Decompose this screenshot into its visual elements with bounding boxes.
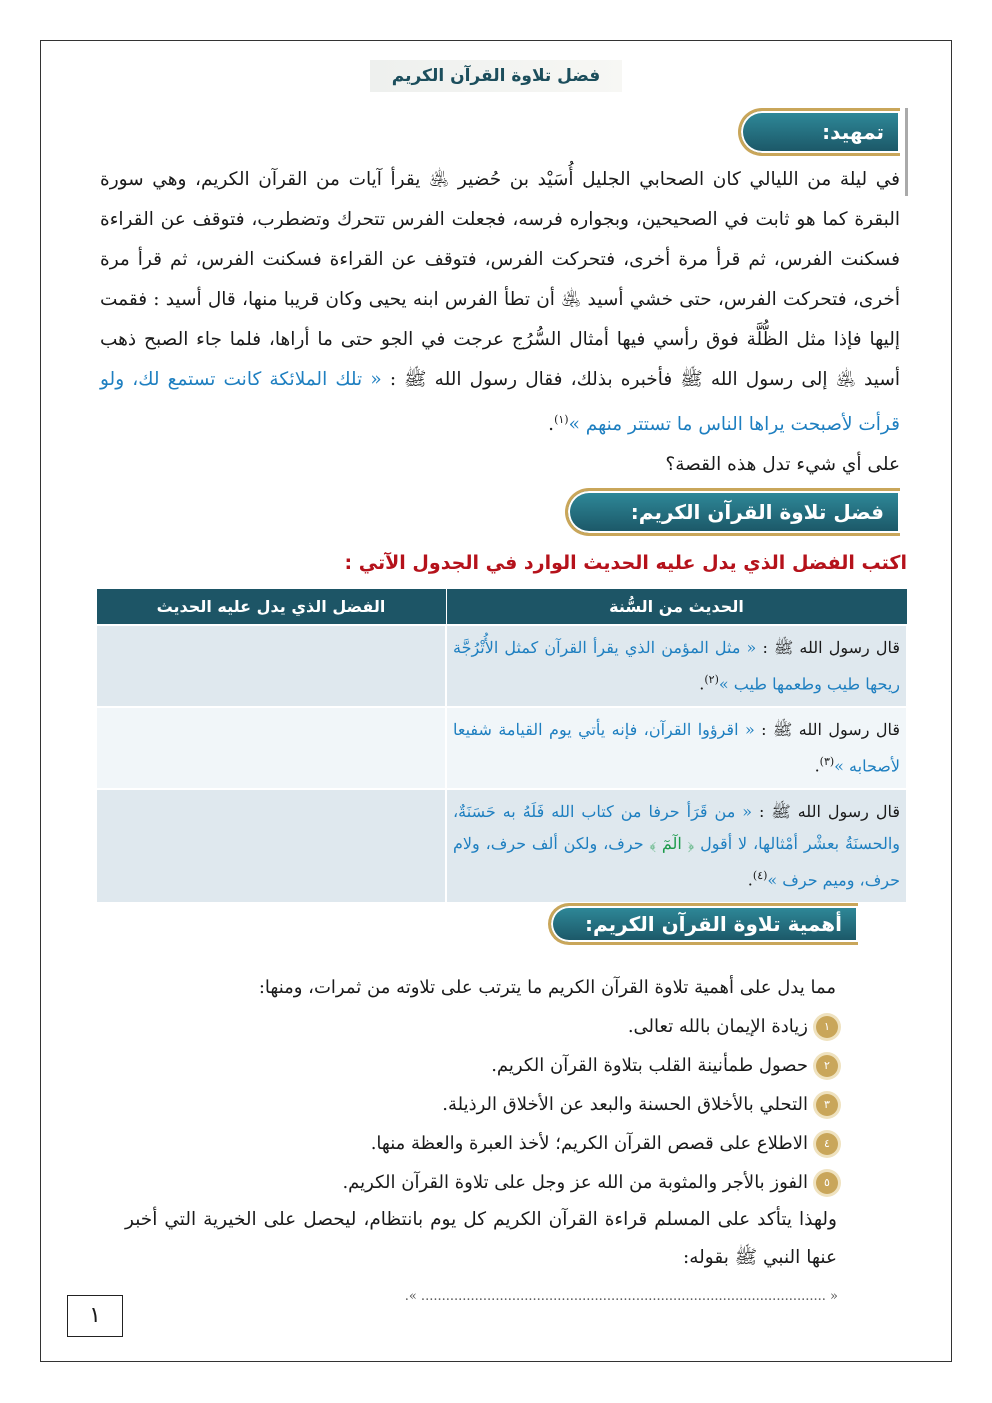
hadith-prefix: قال رسول الله ﷺ : (752, 802, 901, 822)
section-heading-importance: أهمية تلاوة القرآن الكريم: (548, 903, 858, 945)
item-text: حصول طمأنينة القلب بتلاوة القرآن الكريم. (491, 1055, 808, 1076)
question: على أي شيء تدل هذه القصة؟ (665, 454, 900, 476)
column-header: الحديث من السُّنة (446, 589, 907, 625)
item-text: الفوز بالأجر والمثوبة من الله عز وجل على تلاوة القرآن الكريم. (342, 1172, 808, 1193)
fruits-list (342, 1007, 838, 1202)
intro-story: في ليلة من الليالي كان الصحابي الجليل أُسَيْد بن حُضير ﵁ يقرأ آيات من القرآن الكريم، وهي سورة البقرة كما هو ثابت في الصحيحين، وبجواره فرسه، فجعلت الفرس تتحرك وتضطرب، فتوقف عن القراءة فسكنت الفرس، ثم قرأ مرة أخرى، فتحركت الفرس، فتوقف عن القراءة فسكنت الفرس، ثم قرأ مرة أخرى، فتحركت الفرس، حتى خشي أسيد ﵁ أن تطأ الفرس ابنه يحيى وكان قريبا منها، قال أسيد : فقمت إليها فإذا مثل الظُّلَّة فوق رأسي فيها أمثال السُّرُج عرجت في الجو حتى ما أراها، فلما جاء الصبح ذهب أسيد ﵁ إلى رسول الله ﷺ فأخبره بذلك، فقال رسول الله ﷺ : « تلك الملائكة كانت تستمع لك، ولو قرأت لأصبحت يراها الناس ما تستتر منهم »$^{(١)}$. على أي شيء تدل هذه القصة؟ (100, 169, 900, 476)
table-row (96, 707, 907, 789)
hadith-prefix: قال رسول الله ﷺ : (756, 637, 901, 657)
star-number-icon: ٢ (816, 1055, 838, 1077)
list-item (342, 1163, 838, 1202)
closing-text: ولهذا يتأكد على المسلم قراءة القرآن الكريم كل يوم بانتظام، ليحصل على الخيرية التي أخبر عنها النبي ﷺ بقوله: (125, 1209, 837, 1268)
item-text: التحلي بالأخلاق الحسنة والبعد عن الأخلاق الرذيلة. (442, 1094, 808, 1115)
star-number-icon: ١ (816, 1016, 838, 1038)
star-number-icon: ٤ (816, 1133, 838, 1155)
hadith-cell: قال رسول الله ﷺ : « مثل المؤمن الذي يقرأ القرآن كمثل الأُتْرُجَّة ريحها طيب وطعمها طيب »$^{(٢)}$. (446, 625, 907, 707)
list-item (342, 1085, 838, 1124)
page-number: ١ (67, 1295, 123, 1337)
section-heading-virtue: فضل تلاوة القرآن الكريم: (565, 488, 900, 536)
hadith-cell: قال رسول الله ﷺ : « اقرؤوا القرآن، فإنه يأتي يوم القيامة شفيعا لأصحابه »$^{(٣)}$. (446, 707, 907, 789)
item-text: الاطلاع على قصص القرآن الكريم؛ لأخذ العبرة والعظة منها. (370, 1133, 808, 1154)
table-row (96, 789, 907, 903)
footnote-ref: (٤) (752, 869, 768, 883)
hadith-text: « مثل المؤمن الذي يقرأ القرآن كمثل الأُتْرُجَّة ريحها طيب وطعمها طيب » (453, 637, 900, 693)
list-item (342, 1007, 838, 1046)
star-number-icon: ٣ (816, 1094, 838, 1116)
column-header: الفضل الذي يدل عليه الحديث (96, 589, 446, 625)
footnote-ref: (٣) (819, 754, 835, 768)
hadith-text: « اقرؤوا القرآن، فإنه يأتي يوم القيامة شفيعا لأصحابه » (453, 719, 900, 776)
answer-cell[interactable] (96, 707, 446, 789)
hadith-text: « من قَرَأ حرفا من كتاب الله فَلَهُ به حَسَنَةٌ، والحسنَةُ بعشْر أمْثالها، لا أقول (453, 802, 901, 854)
page-title: فضل تلاوة القرآن الكريم (370, 60, 622, 92)
hadith-cell: قال رسول الله ﷺ : « من قَرَأ حرفا من كتاب الله فَلَهُ به حَسَنَةٌ، والحسنَةُ بعشْر أمْثالها، لا أقول ﴿ الٓمٓ ﴾ حرف، ولكن ألف حرف، ولام حرف، وميم حرف »$^{(٤)}$. (446, 789, 907, 903)
item-text: زيادة الإيمان بالله تعالى. (627, 1016, 808, 1037)
importance-intro: مما يدل على أهمية تلاوة القرآن الكريم ما يترتب على تلاوته من ثمرات، ومنها: (258, 977, 836, 998)
table-row (96, 625, 907, 707)
list-item (342, 1124, 838, 1163)
section-heading-intro: تمهيد: (738, 108, 900, 156)
hadith-text: حرف، ولكن ألف حرف، ولام حرف، وميم حرف » (453, 834, 900, 890)
answer-cell[interactable] (96, 625, 446, 707)
quran-verse: ﴿ الٓمٓ ﴾ (649, 834, 695, 854)
answer-blank[interactable]: « .................................................................................................. ». (404, 1289, 838, 1304)
footnote-ref: (١) (554, 413, 569, 426)
hadith-quote: « تلك الملائكة كانت تستمع لك، ولو قرأت لأصبحت يراها الناس ما تستتر منهم » (100, 369, 900, 436)
divider (905, 108, 908, 196)
hadith-table (95, 588, 908, 904)
star-number-icon: ٥ (816, 1172, 838, 1194)
hadith-prefix: قال رسول الله ﷺ : (754, 719, 901, 739)
footnote-ref: (٢) (704, 672, 719, 686)
story-text: في ليلة من الليالي كان الصحابي الجليل أُسَيْد بن حُضير ﵁ يقرأ آيات من القرآن الكريم، وهي سورة البقرة كما هو ثابت في الصحيحين، وبجواره فرسه، فجعلت الفرس تتحرك وتضطرب، فتوقف عن القراءة فسكنت الفرس، ثم قرأ مرة أخرى، فتحركت الفرس، فتوقف عن القراءة فسكنت الفرس، ثم قرأ مرة أخرى، فتحركت الفرس، حتى خشي أسيد ﵁ أن تطأ الفرس ابنه يحيى وكان قريبا منها، قال أسيد : فقمت إليها فإذا مثل الظُّلَّة فوق رأسي فيها أمثال السُّرُج عرجت في الجو حتى ما أراها، فلما جاء الصبح ذهب أسيد ﵁ إلى رسول الله ﷺ فأخبره بذلك، فقال رسول الله ﷺ : (100, 169, 900, 390)
instruction: اكتب الفضل الذي يدل عليه الحديث الوارد في الجدول الآتي : (344, 552, 907, 574)
list-item (342, 1046, 838, 1085)
answer-cell[interactable] (96, 789, 446, 903)
